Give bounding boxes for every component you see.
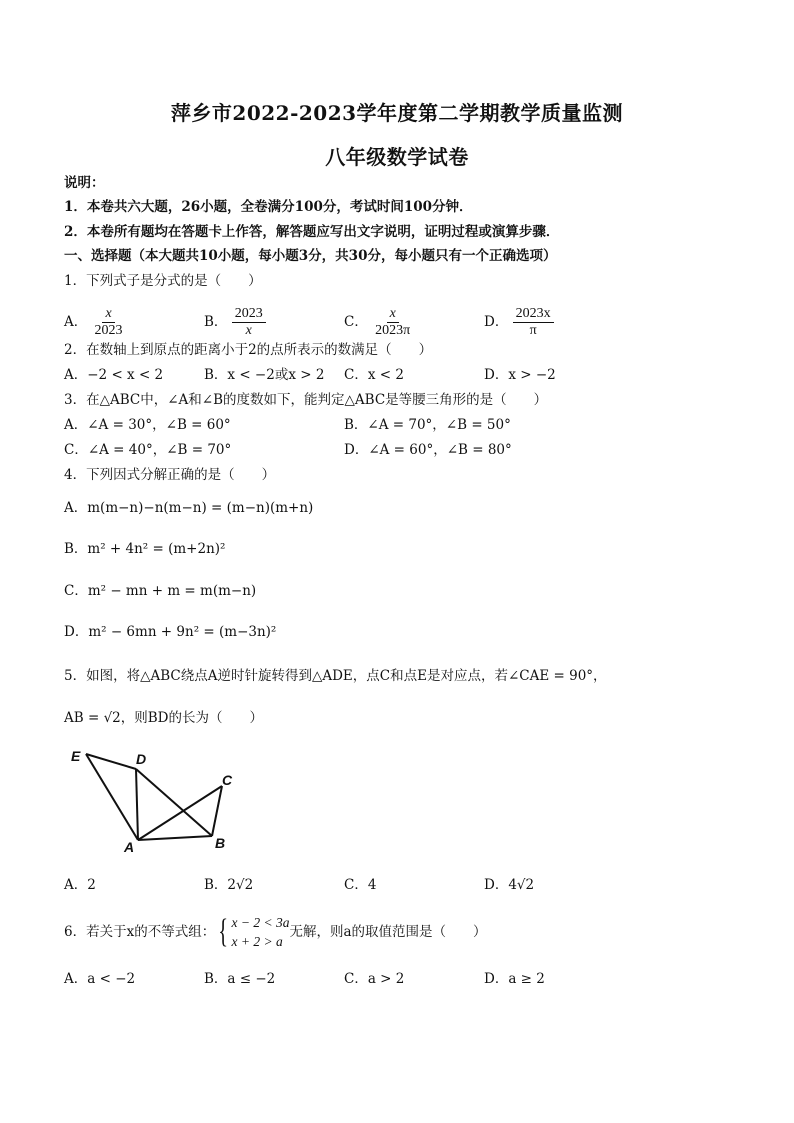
segment-bc xyxy=(212,786,222,836)
q1-option-d-fraction xyxy=(513,306,554,339)
question-4-stem: 4．下列因式分解正确的是（ ） xyxy=(64,467,276,483)
q1-option-a-denominator: 2023 xyxy=(94,323,123,338)
notes-item-2: 2．本卷所有题均在答题卡上作答，解答题应写出文字说明，证明过程或演算步骤． xyxy=(64,224,560,240)
notes-heading: 说明： xyxy=(64,175,105,191)
point-label-b: B xyxy=(215,835,226,851)
segment-da xyxy=(136,769,138,840)
q3-option-d: D．∠A = 60°，∠B = 80° xyxy=(344,442,512,458)
question-1-stem: 1．下列式子是分式的是（ ） xyxy=(64,273,262,289)
question-2-stem: 2．在数轴上到原点的距离小于2的点所表示的数满足（ ） xyxy=(64,342,433,358)
question-3-stem: 3．在△ABC中，∠A和∠B的度数如下，能判定△ABC是等腰三角形的是（ ） xyxy=(64,392,548,408)
q1-option-a-fraction xyxy=(92,306,126,339)
segment-ac xyxy=(138,786,222,840)
q1-option-c-label: C． xyxy=(344,314,368,330)
q1-option-d-numerator: 2023x xyxy=(513,306,554,323)
q1-option-b xyxy=(204,306,266,339)
q3-option-c: C．∠A = 40°，∠B = 70° xyxy=(64,442,232,458)
figure-lines xyxy=(86,754,222,840)
q3-option-b: B．∠A = 70°，∠B = 50° xyxy=(344,417,511,433)
inequality-system xyxy=(232,913,290,951)
segment-db xyxy=(136,769,212,836)
question-1-options xyxy=(64,296,744,336)
q2-option-d: D．x > −2 xyxy=(484,367,556,383)
q5-option-c: C．4 xyxy=(344,877,377,893)
q6-option-d: D．a ≥ 2 xyxy=(484,971,545,987)
notes-item-1: 1．本卷共六大题，26小题，全卷满分100分，考试时间100分钟． xyxy=(64,199,473,215)
q3-option-a: A．∠A = 30°，∠B = 60° xyxy=(64,417,231,433)
page-subtitle: 八年级数学试卷 xyxy=(325,145,469,169)
q4-option-d: D．m² − 6mn + 9n² = (m−3n)² xyxy=(64,624,277,640)
q6-stem-post: 无解，则a的取值范围是（ ） xyxy=(289,924,487,940)
q4-option-a: A．m(m−n)−n(m−n) = (m−n)(m+n) xyxy=(64,500,314,516)
inequality-2: x + 2 > a xyxy=(231,934,283,949)
q6-stem-pre: 6．若关于x的不等式组： xyxy=(64,924,216,940)
inequality-1: x − 2 < 3a xyxy=(231,915,290,930)
question-5-stem-2: AB = √2，则BD的长为（ ） xyxy=(64,710,263,726)
point-label-d: D xyxy=(136,751,147,767)
q1-option-b-fraction xyxy=(232,306,266,339)
q2-option-c: C．x < 2 xyxy=(344,367,404,383)
segment-ab xyxy=(138,836,212,840)
question-5-stem: 5．如图，将△ABC绕点A逆时针旋转得到△ADE，点C和点E是对应点，若∠CAE = 90°， xyxy=(64,668,607,684)
q5-option-b: B．2√2 xyxy=(204,877,254,893)
q6-option-b: B．a ≤ −2 xyxy=(204,971,276,987)
q2-option-a: A．−2 < x < 2 xyxy=(64,367,164,383)
q5-option-d: D．4√2 xyxy=(484,877,535,893)
q2-option-b: B．x < −2或x > 2 xyxy=(204,367,325,383)
q6-option-c: C．a > 2 xyxy=(344,971,405,987)
q4-option-c: C．m² − mn + m = m(m−n) xyxy=(64,583,257,599)
q1-option-d-denominator: π xyxy=(529,323,537,338)
q1-option-b-label: B． xyxy=(204,314,228,330)
q1-option-b-denominator: x xyxy=(245,323,252,338)
point-label-e: E xyxy=(71,748,81,764)
q1-option-b-numerator: 2023 xyxy=(232,306,266,323)
q1-option-a-label: A． xyxy=(64,314,88,330)
section-heading: 一、选择题（本大题共10小题，每小题3分，共30分，每小题只有一个正确选项） xyxy=(64,248,557,264)
q1-option-a-numerator: x xyxy=(102,306,114,323)
q5-option-a: A．2 xyxy=(64,877,96,893)
q1-option-a xyxy=(64,306,126,339)
page-title: 萍乡市2022-2023学年度第二学期教学质量监测 xyxy=(170,101,624,125)
q1-option-c-fraction xyxy=(372,306,413,339)
question-6-stem xyxy=(64,910,487,954)
q4-option-b: B．m² + 4n² = (m+2n)² xyxy=(64,541,226,557)
rotation-figure xyxy=(64,744,254,854)
q1-option-d xyxy=(484,306,554,339)
q1-option-c-denominator: 2023π xyxy=(375,323,411,338)
point-label-c: C xyxy=(222,772,233,788)
q1-option-c-numerator: x xyxy=(387,306,399,323)
q1-option-c xyxy=(344,306,413,339)
system-brace: { xyxy=(218,913,229,950)
q6-option-a: A．a < −2 xyxy=(64,971,136,987)
q1-option-d-label: D． xyxy=(484,314,509,330)
point-label-a: A xyxy=(124,839,135,854)
